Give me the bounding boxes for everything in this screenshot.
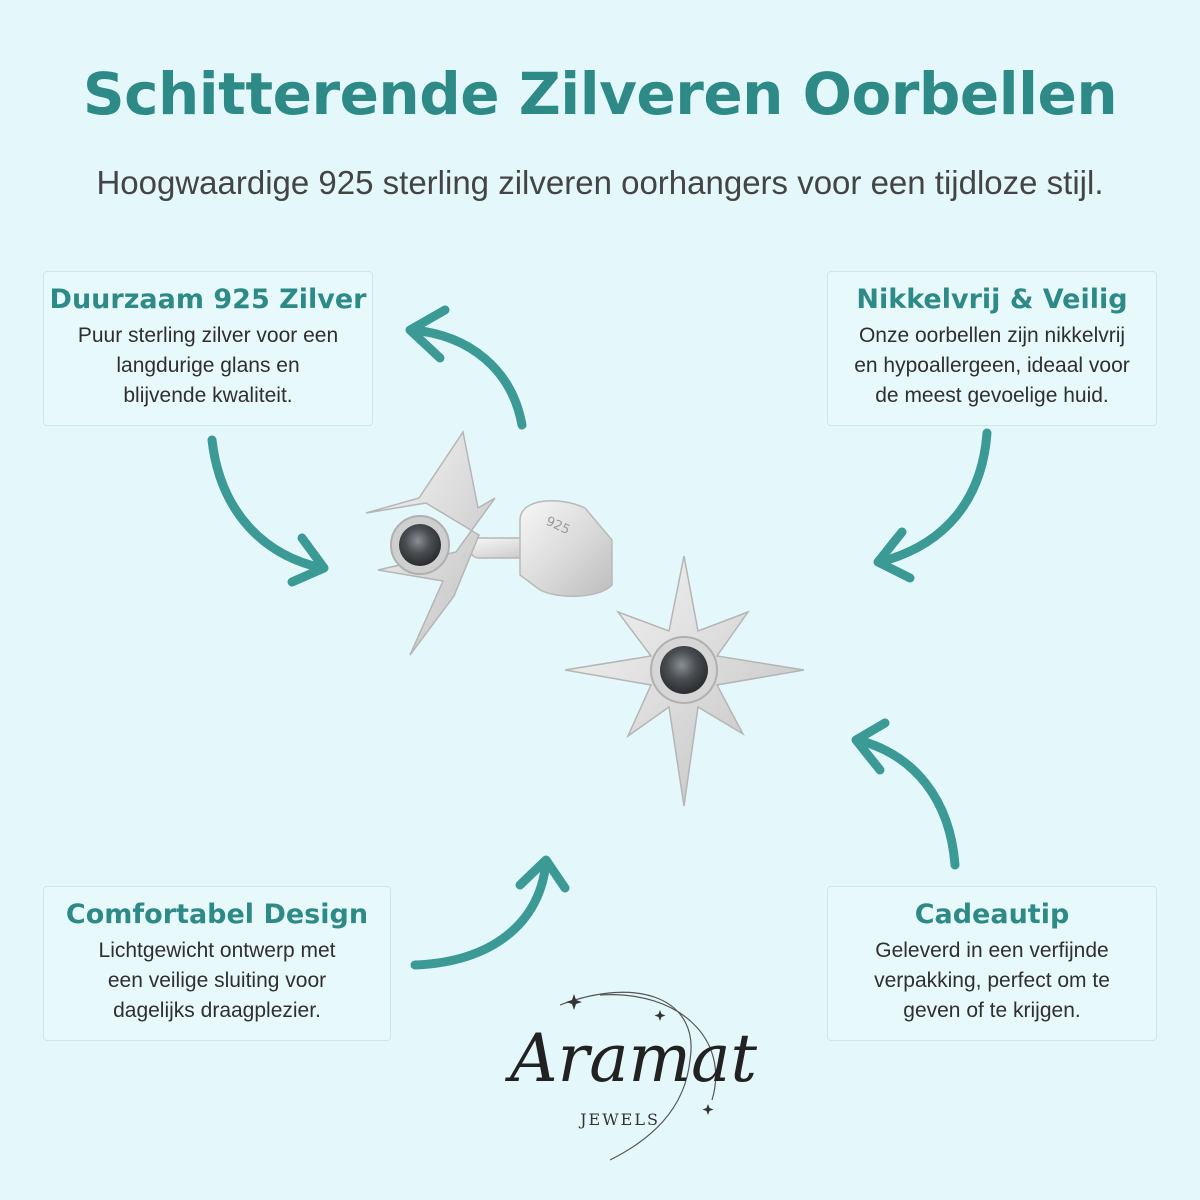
star-earring-icon	[366, 432, 612, 655]
curved-arrow-icon	[410, 310, 522, 425]
curved-arrow-icon	[856, 723, 955, 865]
brand-logo-name: Aramat	[510, 1020, 758, 1097]
feature-title: Duurzaam 925 Zilver	[49, 284, 367, 315]
curved-arrow-icon	[878, 433, 987, 578]
feature-description: Lichtgewicht ontwerp met een veilige sluiting voor dagelijks draagplezier.	[98, 939, 336, 1022]
brand-logo-subtitle: JEWELS	[580, 1110, 660, 1129]
feature-description: Geleverd in een verfijnde verpakking, perfect om te geven of te krijgen.	[874, 939, 1110, 1022]
curved-arrow-icon	[212, 440, 324, 582]
feature-description: Puur sterling zilver voor een langdurige glans en blijvende kwaliteit.	[77, 324, 339, 407]
curved-arrow-icon	[415, 860, 565, 965]
star-earring-icon	[565, 556, 804, 806]
page-subtitle: Hoogwaardige 925 sterling zilveren oorhangers voor een tijdloze stijl.	[96, 164, 1104, 201]
feature-description: Onze oorbellen zijn nikkelvrij en hypoallergeen, ideaal voor de meest gevoelige huid.	[854, 324, 1130, 407]
silver-stamp: 925	[543, 514, 573, 539]
feature-title: Nikkelvrij & Veilig	[856, 284, 1128, 315]
page-title: Schitterende Zilveren Oorbellen	[82, 60, 1118, 128]
feature-title: Cadeautip	[914, 899, 1070, 930]
feature-title: Comfortabel Design	[65, 899, 369, 930]
